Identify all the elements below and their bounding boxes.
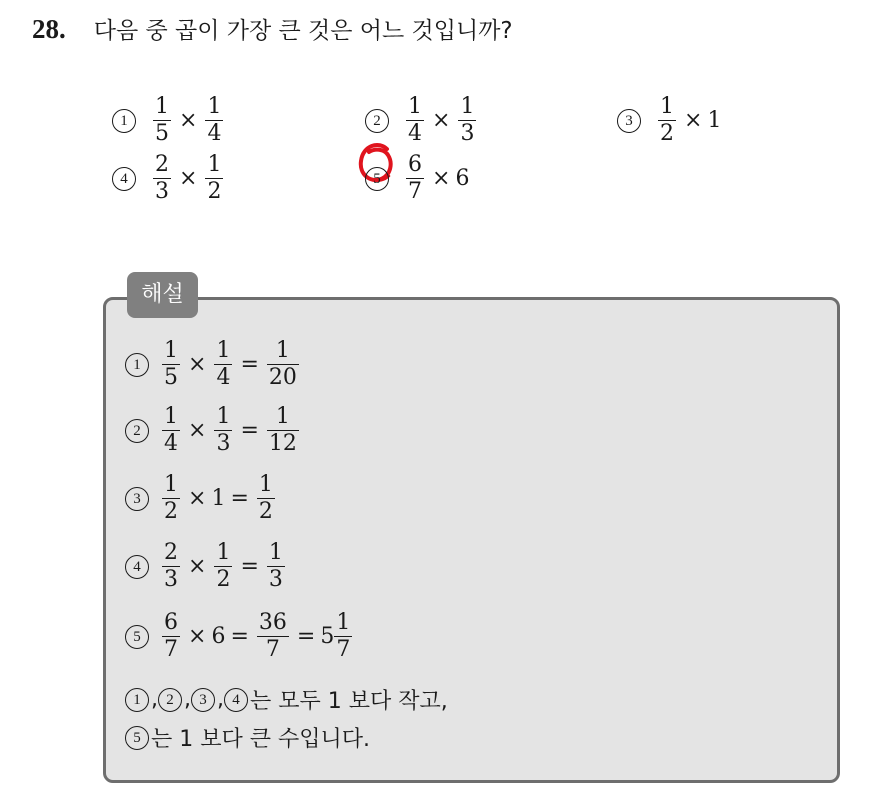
choice-2[interactable] (365, 95, 479, 146)
times-sign: × (432, 108, 451, 133)
choice-number: 5 (125, 625, 149, 649)
solution-line-4 (125, 541, 288, 592)
fraction: $\frac{1}{2}$ (660, 94, 674, 146)
equals-sign: = (230, 486, 249, 511)
solution-line-5 (125, 611, 355, 662)
conclusion-text: 는 모두 1 보다 작고, (250, 689, 448, 714)
fraction: $\frac{1}{7}$ (336, 610, 351, 662)
fraction: $\frac{1}{3}$ (460, 94, 475, 146)
fraction: $\frac{1}{2}$ (216, 540, 231, 592)
integer: 6 (455, 166, 470, 191)
solution-line-2 (125, 405, 302, 456)
question-text: 다음 중 곱이 가장 큰 것은 어느 것입니까? (93, 18, 513, 44)
integer: 6 (211, 624, 226, 649)
choice-4[interactable] (112, 153, 226, 204)
choice-number: 4 (224, 688, 248, 712)
conclusion-text: 는 1 보다 큰 수입니다. (151, 727, 370, 752)
times-sign: × (188, 624, 207, 649)
fraction: $\frac{1}{2}$ (164, 472, 178, 524)
choice-number: 1 (125, 353, 149, 377)
equals-sign: = (240, 352, 259, 377)
equals-sign: = (240, 418, 259, 443)
choice-number: 5 (125, 726, 149, 750)
conclusion-line-1 (125, 684, 448, 715)
integer: 1 (211, 486, 226, 511)
choice-1[interactable] (112, 95, 226, 146)
fraction: $\frac{6}{7}$ (408, 152, 422, 204)
choice-number: 3 (191, 688, 215, 712)
solution-line-1 (125, 339, 302, 390)
choice-number: 2 (158, 688, 182, 712)
fraction: $\frac{1}{4}$ (216, 338, 231, 390)
choice-number: 5 (365, 167, 389, 191)
explanation-title: 해설 (127, 272, 198, 318)
fraction: $\frac{1}{2}$ (207, 152, 222, 204)
fraction: $\frac{1}{3}$ (268, 540, 283, 592)
fraction: $\frac{1}{2}$ (258, 472, 273, 524)
choice-number: 2 (365, 109, 389, 133)
choice-number: 4 (125, 555, 149, 579)
question-header (32, 12, 513, 45)
choice-number: 4 (112, 167, 136, 191)
separator: , (217, 687, 224, 712)
choice-number: 2 (125, 419, 149, 443)
times-sign: × (188, 486, 207, 511)
integer: 1 (707, 108, 722, 133)
choice-3[interactable] (617, 95, 721, 146)
question-number: 28. (32, 14, 66, 44)
fraction: $\frac{36}{7}$ (258, 610, 287, 662)
choice-number: 3 (617, 109, 641, 133)
equals-sign: = (296, 624, 316, 649)
mixed-number-whole: 5 (320, 624, 335, 649)
times-sign: × (188, 418, 207, 443)
times-sign: × (179, 166, 198, 191)
times-sign: × (188, 554, 207, 579)
fraction: $\frac{1}{4}$ (207, 94, 222, 146)
choice-number: 1 (125, 688, 149, 712)
times-sign: × (179, 108, 198, 133)
times-sign: × (432, 166, 451, 191)
fraction: $\frac{1}{5}$ (155, 94, 169, 146)
fraction: $\frac{1}{5}$ (164, 338, 178, 390)
fraction: $\frac{2}{3}$ (155, 152, 169, 204)
fraction: $\frac{2}{3}$ (164, 540, 178, 592)
times-sign: × (684, 108, 703, 133)
choice-number: 1 (112, 109, 136, 133)
fraction: $\frac{1}{4}$ (164, 404, 178, 456)
fraction: $\frac{1}{12}$ (268, 404, 297, 456)
conclusion-line-2 (125, 722, 370, 753)
separator: , (184, 687, 191, 712)
equals-sign: = (230, 624, 249, 649)
solution-line-3 (125, 473, 278, 524)
times-sign: × (188, 352, 207, 377)
separator: , (151, 687, 158, 712)
fraction: $\frac{1}{3}$ (216, 404, 231, 456)
fraction: $\frac{6}{7}$ (164, 610, 178, 662)
choice-number: 3 (125, 487, 149, 511)
fraction: $\frac{1}{20}$ (268, 338, 297, 390)
equals-sign: = (240, 554, 259, 579)
choice-5[interactable] (365, 153, 469, 204)
fraction: $\frac{1}{4}$ (408, 94, 422, 146)
